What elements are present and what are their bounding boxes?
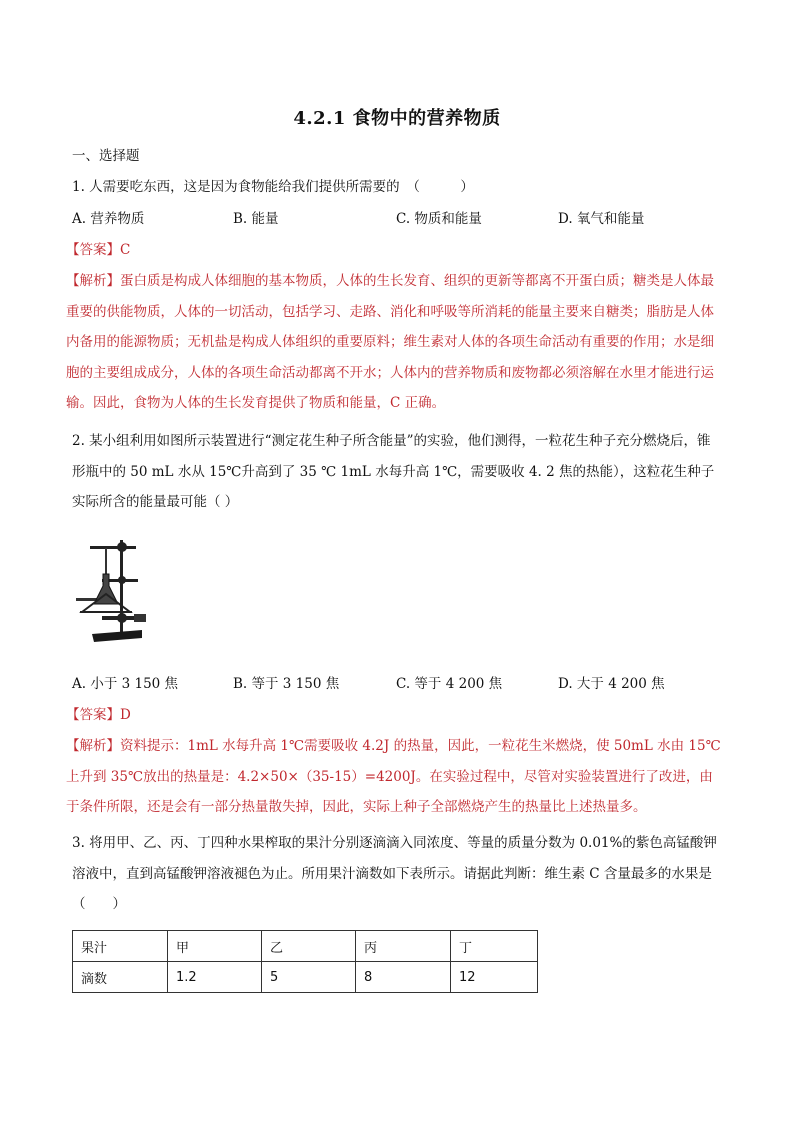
- q1-option-a: A. 营养物质: [72, 211, 145, 227]
- table-cell: 8: [356, 962, 451, 993]
- q1-analysis: [66, 266, 722, 419]
- table-cell: 甲: [168, 931, 262, 962]
- q1-option-d: D. 氧气和能量: [558, 211, 645, 227]
- q2-analysis: [66, 731, 722, 823]
- q1-answer: [66, 240, 130, 260]
- table-cell: 丙: [356, 931, 451, 962]
- q2-option-c: C. 等于 4 200 焦: [396, 676, 503, 692]
- q2-option-a: A. 小于 3 150 焦: [72, 676, 179, 692]
- q2-option-d: D. 大于 4 200 焦: [558, 676, 665, 692]
- table-cell: 果汁: [73, 931, 168, 962]
- table-row: [73, 931, 538, 962]
- q1-option-c: C. 物质和能量: [396, 211, 482, 227]
- table-cell: 5: [262, 962, 356, 993]
- answer-value: D: [120, 707, 131, 723]
- page-title: 4.2.1 食物中的营养物质: [293, 108, 501, 129]
- juice-drops-table: [72, 930, 538, 993]
- analysis-text: 蛋白质是构成人体细胞的基本物质，人体的生长发育、组织的更新等都离不开蛋白质；糖类是人体最重要的供能物质，人体的一切活动，包括学习、走路、消化和呼吸等所消耗的能量主要来自糖类；脂肪是人体内备用的能源物质；无机盐是构成人体组织的重要原料；维生素对人体的各项生命活动有重要的作用；水是细胞的主要组成成分，人体的各项生命活动都离不开水；人体内的营养物质和废物都必须溶解在水里才能进行运输。因此，食物为人体的生长发育提供了物质和能量，C 正确。: [66, 273, 714, 411]
- answer-tag: 【答案】: [66, 242, 120, 258]
- q3-stem: 3. 将用甲、乙、丙、丁四种水果榨取的果汁分别逐滴滴入同浓度、等量的质量分数为 0.01%的紫色高锰酸钾溶液中，直到高锰酸钾溶液褪色为止。所用果汁滴数如下表所示。请据此判断：维生素 C 含量最多的水果是（ ）: [72, 835, 717, 912]
- table-cell: 乙: [262, 931, 356, 962]
- section-heading: 一、选择题: [72, 148, 140, 164]
- analysis-tag: 【解析】: [66, 738, 120, 754]
- analysis-tag: 【解析】: [66, 273, 120, 289]
- table-cell: 1.2: [168, 962, 262, 993]
- apparatus-figure: [72, 534, 158, 646]
- table-cell: 丁: [451, 931, 538, 962]
- q2-option-b: B. 等于 3 150 焦: [233, 676, 340, 692]
- q1-stem: 1. 人需要吃东西，这是因为食物能给我们提供所需要的 （ ）: [72, 179, 474, 195]
- table-cell: 滴数: [73, 962, 168, 993]
- q2-answer: [66, 705, 131, 725]
- answer-value: C: [120, 242, 131, 258]
- analysis-text: 资料提示：1mL 水每升高 1℃需要吸收 4.2J 的热量，因此，一粒花生米燃烧，使 50mL 水由 15℃上升到 35℃放出的热量是：4.2×50×（35-15）=4200J。在实验过程中，尽管对实验装置进行了改进，由于条件所限，还是会有一部分热量散失掉，因此，实际上种子全部燃烧产生的热量比上述热量多。: [66, 738, 721, 815]
- q1-option-b: B. 能量: [233, 211, 279, 227]
- table-row: [73, 962, 538, 993]
- answer-tag: 【答案】: [66, 707, 120, 723]
- q2-stem: 2. 某小组利用如图所示装置进行“测定花生种子所含能量”的实验，他们测得，一粒花生种子充分燃烧后，锥 形瓶中的 50 mL 水从 15℃升高到了 35 ℃ 1mL 水每升高 1℃，需要吸收 4. 2 焦的热能），这粒花生种子实际所含的能量最可能（ ）: [72, 433, 715, 510]
- table-cell: 12: [451, 962, 538, 993]
